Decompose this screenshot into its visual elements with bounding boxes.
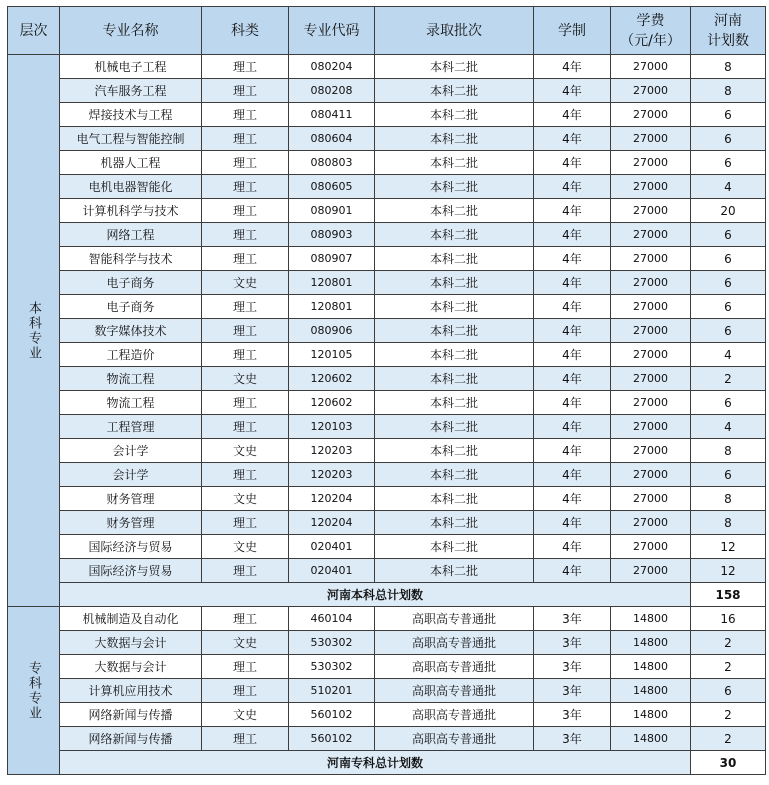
category-cell: 理工 — [202, 463, 289, 487]
code-cell: 020401 — [289, 559, 375, 583]
duration-cell: 3年 — [534, 607, 611, 631]
table-row — [8, 151, 766, 175]
duration-cell: 4年 — [534, 415, 611, 439]
table-row — [8, 247, 766, 271]
fee-cell: 14800 — [611, 631, 691, 655]
batch-cell: 本科二批 — [375, 391, 534, 415]
code-cell: 120602 — [289, 367, 375, 391]
fee-cell: 14800 — [611, 727, 691, 751]
duration-cell: 4年 — [534, 55, 611, 79]
major-cell: 电子商务 — [60, 271, 202, 295]
table-row — [8, 127, 766, 151]
batch-cell: 本科二批 — [375, 559, 534, 583]
batch-cell: 本科二批 — [375, 127, 534, 151]
header-category: 科类 — [202, 7, 289, 55]
major-cell: 机器人工程 — [60, 151, 202, 175]
plan-cell: 8 — [691, 439, 766, 463]
duration-cell: 4年 — [534, 199, 611, 223]
major-cell: 网络新闻与传播 — [60, 727, 202, 751]
table-row — [8, 103, 766, 127]
table-row — [8, 703, 766, 727]
category-cell: 理工 — [202, 607, 289, 631]
plan-cell: 2 — [691, 703, 766, 727]
header-plan-line1: 河南 — [714, 12, 742, 29]
duration-cell: 4年 — [534, 439, 611, 463]
table-row — [8, 175, 766, 199]
fee-cell: 27000 — [611, 439, 691, 463]
enrollment-plan-table — [7, 6, 766, 775]
plan-cell: 6 — [691, 679, 766, 703]
batch-cell: 本科二批 — [375, 199, 534, 223]
duration-cell: 4年 — [534, 319, 611, 343]
header-plan-line2: 计划数 — [707, 32, 749, 49]
category-cell: 理工 — [202, 559, 289, 583]
duration-cell: 4年 — [534, 247, 611, 271]
table-row — [8, 511, 766, 535]
plan-cell: 6 — [691, 223, 766, 247]
total-row — [8, 751, 766, 775]
table-row — [8, 487, 766, 511]
major-cell: 会计学 — [60, 439, 202, 463]
code-cell: 080803 — [289, 151, 375, 175]
duration-cell: 4年 — [534, 223, 611, 247]
plan-cell: 4 — [691, 415, 766, 439]
batch-cell: 高职高专普通批 — [375, 631, 534, 655]
fee-cell: 27000 — [611, 559, 691, 583]
category-cell: 理工 — [202, 511, 289, 535]
major-cell: 工程造价 — [60, 343, 202, 367]
major-cell: 物流工程 — [60, 391, 202, 415]
plan-cell: 2 — [691, 631, 766, 655]
batch-cell: 本科二批 — [375, 295, 534, 319]
category-cell: 理工 — [202, 343, 289, 367]
category-cell: 文史 — [202, 631, 289, 655]
code-cell: 510201 — [289, 679, 375, 703]
category-cell: 理工 — [202, 151, 289, 175]
fee-cell: 14800 — [611, 703, 691, 727]
batch-cell: 本科二批 — [375, 103, 534, 127]
total-label: 河南本科总计划数 — [60, 583, 691, 607]
category-cell: 理工 — [202, 391, 289, 415]
duration-cell: 4年 — [534, 151, 611, 175]
batch-cell: 高职高专普通批 — [375, 679, 534, 703]
total-label: 河南专科总计划数 — [60, 751, 691, 775]
fee-cell: 14800 — [611, 607, 691, 631]
duration-cell: 4年 — [534, 127, 611, 151]
category-cell: 理工 — [202, 415, 289, 439]
fee-cell: 27000 — [611, 151, 691, 175]
table-row — [8, 535, 766, 559]
category-cell: 文史 — [202, 487, 289, 511]
fee-cell: 27000 — [611, 367, 691, 391]
major-cell: 国际经济与贸易 — [60, 535, 202, 559]
category-cell: 理工 — [202, 199, 289, 223]
plan-cell: 2 — [691, 727, 766, 751]
code-cell: 120204 — [289, 487, 375, 511]
major-cell: 网络工程 — [60, 223, 202, 247]
category-cell: 文史 — [202, 367, 289, 391]
batch-cell: 本科二批 — [375, 79, 534, 103]
category-cell: 文史 — [202, 271, 289, 295]
batch-cell: 本科二批 — [375, 175, 534, 199]
level-cell: 本科专业 — [8, 55, 60, 607]
table-row — [8, 199, 766, 223]
code-cell: 120105 — [289, 343, 375, 367]
total-value: 30 — [691, 751, 766, 775]
code-cell: 560102 — [289, 727, 375, 751]
fee-cell: 27000 — [611, 319, 691, 343]
code-cell: 120801 — [289, 295, 375, 319]
fee-cell: 27000 — [611, 391, 691, 415]
major-cell: 机械制造及自动化 — [60, 607, 202, 631]
table-row — [8, 607, 766, 631]
plan-cell: 6 — [691, 271, 766, 295]
plan-cell: 6 — [691, 391, 766, 415]
category-cell: 理工 — [202, 679, 289, 703]
major-cell: 计算机科学与技术 — [60, 199, 202, 223]
table-row — [8, 223, 766, 247]
header-duration: 学制 — [534, 7, 611, 55]
duration-cell: 4年 — [534, 463, 611, 487]
category-cell: 理工 — [202, 175, 289, 199]
code-cell: 120801 — [289, 271, 375, 295]
duration-cell: 3年 — [534, 679, 611, 703]
code-cell: 080411 — [289, 103, 375, 127]
code-cell: 120204 — [289, 511, 375, 535]
plan-cell: 6 — [691, 103, 766, 127]
batch-cell: 本科二批 — [375, 151, 534, 175]
duration-cell: 4年 — [534, 391, 611, 415]
batch-cell: 本科二批 — [375, 55, 534, 79]
plan-cell: 8 — [691, 55, 766, 79]
fee-cell: 27000 — [611, 175, 691, 199]
major-cell: 财务管理 — [60, 511, 202, 535]
plan-cell: 4 — [691, 175, 766, 199]
plan-cell: 8 — [691, 79, 766, 103]
batch-cell: 高职高专普通批 — [375, 607, 534, 631]
fee-cell: 27000 — [611, 271, 691, 295]
code-cell: 080204 — [289, 55, 375, 79]
plan-cell: 8 — [691, 511, 766, 535]
table-row — [8, 343, 766, 367]
major-cell: 会计学 — [60, 463, 202, 487]
duration-cell: 4年 — [534, 367, 611, 391]
batch-cell: 本科二批 — [375, 463, 534, 487]
header-batch: 录取批次 — [375, 7, 534, 55]
fee-cell: 27000 — [611, 343, 691, 367]
code-cell: 080903 — [289, 223, 375, 247]
code-cell: 080906 — [289, 319, 375, 343]
code-cell: 120203 — [289, 463, 375, 487]
major-cell: 焊接技术与工程 — [60, 103, 202, 127]
total-row — [8, 583, 766, 607]
batch-cell: 本科二批 — [375, 343, 534, 367]
header-row — [8, 7, 766, 55]
category-cell: 理工 — [202, 55, 289, 79]
category-cell: 理工 — [202, 727, 289, 751]
table-row — [8, 295, 766, 319]
batch-cell: 本科二批 — [375, 271, 534, 295]
batch-cell: 本科二批 — [375, 223, 534, 247]
header-fee-line2: （元/年） — [620, 32, 681, 49]
batch-cell: 高职高专普通批 — [375, 703, 534, 727]
fee-cell: 27000 — [611, 199, 691, 223]
category-cell: 文史 — [202, 703, 289, 727]
fee-cell: 27000 — [611, 415, 691, 439]
batch-cell: 本科二批 — [375, 535, 534, 559]
header-code: 专业代码 — [289, 7, 375, 55]
fee-cell: 14800 — [611, 679, 691, 703]
fee-cell: 27000 — [611, 463, 691, 487]
fee-cell: 27000 — [611, 295, 691, 319]
table-row — [8, 439, 766, 463]
category-cell: 文史 — [202, 535, 289, 559]
major-cell: 汽车服务工程 — [60, 79, 202, 103]
major-cell: 计算机应用技术 — [60, 679, 202, 703]
table-body — [8, 55, 766, 775]
duration-cell: 4年 — [534, 103, 611, 127]
table-row — [8, 679, 766, 703]
code-cell: 080208 — [289, 79, 375, 103]
code-cell: 080604 — [289, 127, 375, 151]
header-plan — [691, 7, 766, 55]
category-cell: 理工 — [202, 127, 289, 151]
plan-cell: 8 — [691, 487, 766, 511]
duration-cell: 3年 — [534, 655, 611, 679]
fee-cell: 27000 — [611, 223, 691, 247]
major-cell: 电子商务 — [60, 295, 202, 319]
plan-cell: 6 — [691, 295, 766, 319]
major-cell: 网络新闻与传播 — [60, 703, 202, 727]
duration-cell: 4年 — [534, 535, 611, 559]
code-cell: 120103 — [289, 415, 375, 439]
plan-cell: 2 — [691, 367, 766, 391]
table-row — [8, 367, 766, 391]
plan-cell: 20 — [691, 199, 766, 223]
major-cell: 智能科学与技术 — [60, 247, 202, 271]
category-cell: 理工 — [202, 103, 289, 127]
table-row — [8, 631, 766, 655]
category-cell: 理工 — [202, 295, 289, 319]
plan-cell: 4 — [691, 343, 766, 367]
table-row — [8, 271, 766, 295]
batch-cell: 高职高专普通批 — [375, 727, 534, 751]
plan-cell: 6 — [691, 127, 766, 151]
table-row — [8, 655, 766, 679]
duration-cell: 4年 — [534, 559, 611, 583]
fee-cell: 27000 — [611, 79, 691, 103]
duration-cell: 4年 — [534, 271, 611, 295]
category-cell: 理工 — [202, 319, 289, 343]
table-row — [8, 79, 766, 103]
batch-cell: 本科二批 — [375, 511, 534, 535]
batch-cell: 高职高专普通批 — [375, 655, 534, 679]
batch-cell: 本科二批 — [375, 319, 534, 343]
plan-cell: 2 — [691, 655, 766, 679]
code-cell: 080605 — [289, 175, 375, 199]
plan-cell: 12 — [691, 535, 766, 559]
code-cell: 080907 — [289, 247, 375, 271]
category-cell: 理工 — [202, 223, 289, 247]
fee-cell: 14800 — [611, 655, 691, 679]
table-row — [8, 559, 766, 583]
duration-cell: 3年 — [534, 727, 611, 751]
major-cell: 机械电子工程 — [60, 55, 202, 79]
code-cell: 530302 — [289, 655, 375, 679]
category-cell: 理工 — [202, 655, 289, 679]
major-cell: 物流工程 — [60, 367, 202, 391]
plan-cell: 6 — [691, 247, 766, 271]
batch-cell: 本科二批 — [375, 439, 534, 463]
plan-cell: 6 — [691, 463, 766, 487]
fee-cell: 27000 — [611, 127, 691, 151]
header-fee — [611, 7, 691, 55]
duration-cell: 4年 — [534, 175, 611, 199]
code-cell: 120602 — [289, 391, 375, 415]
code-cell: 560102 — [289, 703, 375, 727]
table-row — [8, 727, 766, 751]
code-cell: 530302 — [289, 631, 375, 655]
major-cell: 财务管理 — [60, 487, 202, 511]
header-major: 专业名称 — [60, 7, 202, 55]
fee-cell: 27000 — [611, 103, 691, 127]
major-cell: 电气工程与智能控制 — [60, 127, 202, 151]
duration-cell: 4年 — [534, 511, 611, 535]
table-row — [8, 55, 766, 79]
duration-cell: 4年 — [534, 79, 611, 103]
code-cell: 460104 — [289, 607, 375, 631]
duration-cell: 4年 — [534, 487, 611, 511]
level-cell: 专科专业 — [8, 607, 60, 775]
major-cell: 大数据与会计 — [60, 655, 202, 679]
code-cell: 080901 — [289, 199, 375, 223]
batch-cell: 本科二批 — [375, 487, 534, 511]
duration-cell: 3年 — [534, 703, 611, 727]
plan-cell: 16 — [691, 607, 766, 631]
header-level: 层次 — [8, 7, 60, 55]
major-cell: 工程管理 — [60, 415, 202, 439]
duration-cell: 4年 — [534, 295, 611, 319]
duration-cell: 3年 — [534, 631, 611, 655]
major-cell: 电机电器智能化 — [60, 175, 202, 199]
plan-cell: 6 — [691, 151, 766, 175]
batch-cell: 本科二批 — [375, 367, 534, 391]
fee-cell: 27000 — [611, 55, 691, 79]
major-cell: 大数据与会计 — [60, 631, 202, 655]
total-value: 158 — [691, 583, 766, 607]
table-row — [8, 463, 766, 487]
fee-cell: 27000 — [611, 511, 691, 535]
code-cell: 020401 — [289, 535, 375, 559]
table-row — [8, 391, 766, 415]
category-cell: 理工 — [202, 79, 289, 103]
plan-cell: 6 — [691, 319, 766, 343]
category-cell: 文史 — [202, 439, 289, 463]
major-cell: 数字媒体技术 — [60, 319, 202, 343]
plan-cell: 12 — [691, 559, 766, 583]
table-row — [8, 415, 766, 439]
batch-cell: 本科二批 — [375, 415, 534, 439]
category-cell: 理工 — [202, 247, 289, 271]
duration-cell: 4年 — [534, 343, 611, 367]
major-cell: 国际经济与贸易 — [60, 559, 202, 583]
fee-cell: 27000 — [611, 487, 691, 511]
fee-cell: 27000 — [611, 247, 691, 271]
fee-cell: 27000 — [611, 535, 691, 559]
code-cell: 120203 — [289, 439, 375, 463]
header-fee-line1: 学费 — [636, 12, 665, 29]
table-row — [8, 319, 766, 343]
batch-cell: 本科二批 — [375, 247, 534, 271]
